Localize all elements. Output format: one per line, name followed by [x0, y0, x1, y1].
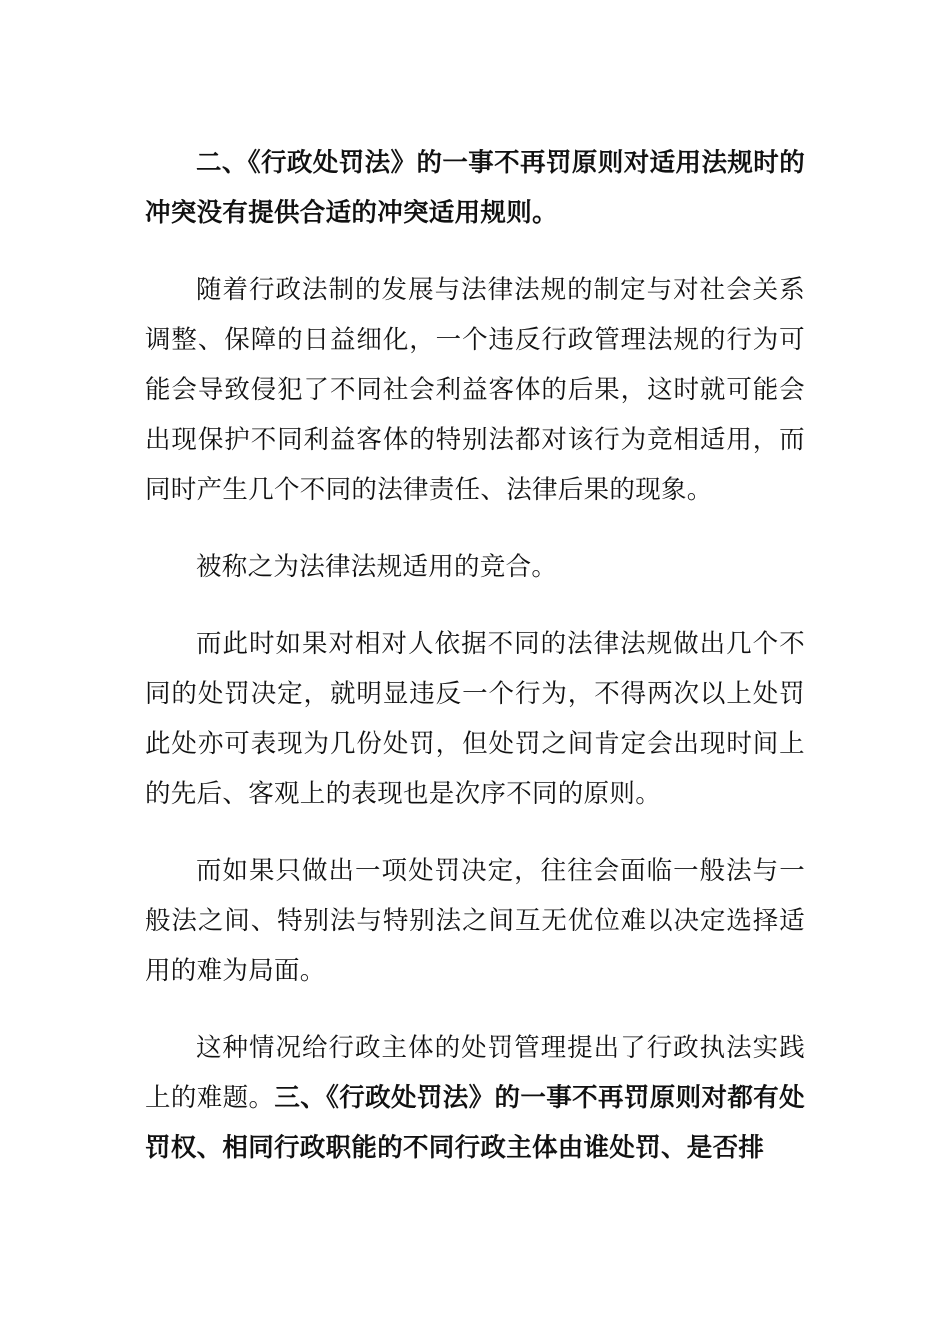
body-paragraph: 而如果只做出一项处罚决定，往往会面临一般法与一般法之间、特别法与特别法之间互无优位难以决定选择适用的难为局面。 [145, 856, 805, 986]
body-paragraph: 而此时如果对相对人依据不同的法律法规做出几个不同的处罚决定，就明显违反一个行为，不得两次以上处罚此处亦可表现为几份处罚，但处罚之间肯定会出现时间上的先后、客观上的表现也是次序不同的原则。 [145, 629, 805, 809]
body-paragraph-with-heading [145, 1023, 805, 1173]
body-paragraph: 被称之为法律法规适用的竞合。 [196, 552, 558, 582]
section-heading-3: 三、《行政处罚法》的一事不再罚原则对都有处罚权、相同行政职能的不同行政主体由谁处罚、是否排 [145, 1083, 805, 1163]
body-paragraph: 随着行政法制的发展与法律法规的制定与对社会关系调整、保障的日益细化，一个违反行政管理法规的行为可能会导致侵犯了不同社会利益客体的后果，这时就可能会出现保护不同利益客体的特别法都对该行为竞相适用，而同时产生几个不同的法律责任、法律后果的现象。 [145, 275, 805, 505]
document-page [145, 138, 805, 1200]
body-text: 这种情况给行政主体的处罚管理提出了行政执法实践上的难题。 [145, 1033, 805, 1113]
section-heading-2: 二、《行政处罚法》的一事不再罚原则对适用法规时的冲突没有提供合适的冲突适用规则。 [145, 148, 805, 228]
